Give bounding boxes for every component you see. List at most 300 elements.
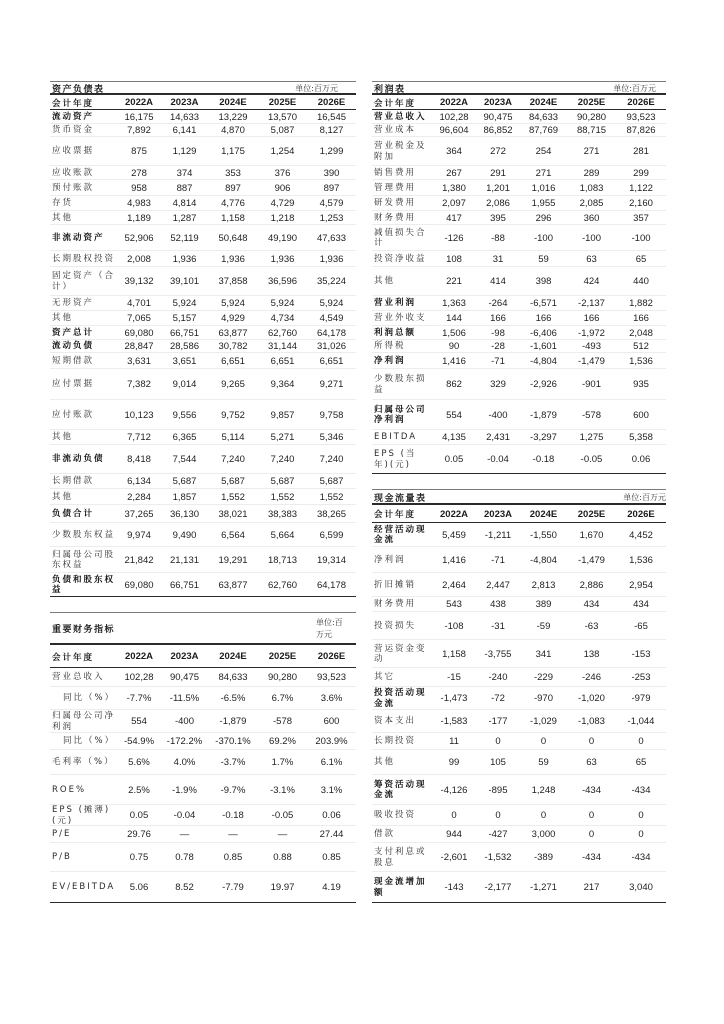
table-row (50, 137, 356, 166)
table-row (372, 196, 666, 211)
table-row (372, 668, 666, 687)
value-cell: 65 (616, 750, 666, 775)
value-cell: 38,383 (258, 505, 307, 523)
value-cell: 543 (432, 597, 476, 612)
table-row (50, 872, 356, 903)
table-row (50, 826, 356, 843)
value-cell: 9,364 (258, 369, 307, 400)
value-cell: 5,924 (258, 296, 307, 311)
value-cell: 1,158 (208, 211, 258, 225)
row-label: 其他 (372, 267, 432, 296)
value-cell: 2,048 (616, 326, 666, 340)
unit-label: 单位:百万元 (520, 81, 666, 95)
row-label: EPS (当年)(元) (372, 445, 432, 474)
row-label: 应收票据 (50, 137, 117, 166)
row-label: 借款 (372, 826, 432, 843)
value-cell: -578 (258, 710, 307, 733)
value-cell: 90,475 (161, 668, 208, 687)
table-row (50, 400, 356, 430)
value-cell: 3,631 (117, 353, 161, 369)
table-row (50, 710, 356, 733)
value-cell: 1,936 (258, 251, 307, 267)
table-row (372, 547, 666, 573)
value-cell: -434 (567, 843, 616, 872)
row-label: 支付利息或股息 (372, 843, 432, 872)
value-cell: 1,552 (258, 489, 307, 505)
value-cell: 360 (567, 211, 616, 225)
table-row (50, 124, 356, 137)
value-cell: -0.05 (258, 805, 307, 826)
value-cell: 90 (432, 340, 476, 353)
row-label: 营业总收入 (372, 110, 432, 124)
row-label: 负债和股东权益 (52, 574, 116, 595)
value-cell: -63 (567, 612, 616, 640)
table-row (372, 369, 666, 400)
value-cell: 1,552 (307, 489, 356, 505)
value-cell: 1,201 (476, 180, 520, 196)
value-cell: 341 (520, 640, 567, 668)
row-label: 同比（%） (50, 733, 117, 750)
value-cell: 84,633 (520, 110, 567, 124)
value-cell: 7,544 (161, 445, 208, 474)
value-cell: 6,141 (161, 124, 208, 137)
value-cell: 1,129 (161, 137, 208, 166)
value-cell: -1,044 (616, 710, 666, 733)
value-cell: -1,479 (567, 547, 616, 573)
value-cell: -6.5% (208, 687, 258, 710)
table-row (372, 400, 666, 430)
row-label: 其它 (372, 668, 432, 687)
value-cell: -7.7% (117, 687, 161, 710)
value-cell: 0.88 (258, 843, 307, 872)
value-cell: 5,664 (258, 523, 307, 547)
row-label: EPS (摊薄)(元) (50, 805, 117, 826)
table-row (50, 523, 356, 547)
table-row (50, 166, 356, 180)
value-cell: -434 (567, 775, 616, 805)
row-label: 其他 (372, 750, 432, 775)
value-cell: 0 (432, 805, 476, 826)
column-header-year: 2024E (520, 505, 567, 523)
table-row (50, 180, 356, 196)
value-cell: 414 (476, 267, 520, 296)
row-label: 归属母公司净利润 (52, 711, 116, 732)
value-cell: 1,670 (567, 523, 616, 547)
value-cell: 897 (208, 180, 258, 196)
value-cell: -108 (432, 612, 476, 640)
value-cell: -28 (476, 340, 520, 353)
value-cell: 1,253 (307, 211, 356, 225)
column-header-year: 2024E (208, 95, 258, 110)
value-cell: -3.7% (208, 750, 258, 775)
value-cell: 299 (616, 166, 666, 180)
value-cell: -0.18 (520, 445, 567, 474)
value-cell: 1,552 (208, 489, 258, 505)
value-cell: -253 (616, 668, 666, 687)
value-cell: 0.85 (307, 843, 356, 872)
value-cell: 2,085 (567, 196, 616, 211)
table-title: 利润表 (372, 81, 520, 95)
value-cell: -126 (432, 225, 476, 251)
value-cell: 144 (432, 311, 476, 326)
value-cell: 6,134 (117, 474, 161, 489)
row-label: 营业利润 (372, 296, 432, 311)
value-cell: 69,080 (117, 573, 161, 597)
value-cell: 1,189 (117, 211, 161, 225)
row-label: 短期借款 (50, 353, 117, 369)
value-cell: 0 (616, 805, 666, 826)
value-cell: 21,842 (117, 547, 161, 573)
value-cell: 0 (520, 805, 567, 826)
value-cell: 3,040 (616, 872, 666, 903)
table-row (372, 267, 666, 296)
value-cell: -389 (520, 843, 567, 872)
row-label: 其他 (50, 489, 117, 505)
column-header-year: 2023A (476, 505, 520, 523)
value-cell: 6.1% (307, 750, 356, 775)
value-cell: 35,224 (307, 267, 356, 296)
table-row (50, 668, 356, 687)
value-cell: 2,886 (567, 573, 616, 597)
value-cell: 62,760 (258, 573, 307, 597)
value-cell: 5,924 (307, 296, 356, 311)
value-cell: 1,158 (432, 640, 476, 668)
column-header-year: 2025E (258, 645, 307, 668)
table-row (372, 826, 666, 843)
value-cell: 4.0% (161, 750, 208, 775)
column-header-year: 2023A (161, 645, 208, 668)
value-cell: 93,523 (307, 668, 356, 687)
value-cell: 0.06 (616, 445, 666, 474)
row-label: 资产总计 (50, 326, 117, 340)
table-row (372, 137, 666, 166)
value-cell: 554 (117, 710, 161, 733)
row-label: 吸收投资 (372, 805, 432, 826)
row-label: 净利润 (372, 547, 432, 573)
value-cell: -88 (476, 225, 520, 251)
value-cell: -100 (567, 225, 616, 251)
table-row (50, 805, 356, 826)
table-row (372, 805, 666, 826)
value-cell: 203.9% (307, 733, 356, 750)
key-financial-indicators-table (50, 612, 356, 903)
value-cell: 38,265 (307, 505, 356, 523)
value-cell: 440 (616, 267, 666, 296)
table-row (372, 225, 666, 251)
value-cell: 166 (476, 311, 520, 326)
row-label: 其他 (50, 211, 117, 225)
cash-flow-statement-table (372, 489, 666, 903)
row-label: 研发费用 (372, 196, 432, 211)
value-cell: 2,160 (616, 196, 666, 211)
table-row (50, 369, 356, 400)
column-header-year: 2022A (117, 95, 161, 110)
value-cell: -31 (476, 612, 520, 640)
value-cell: 1,936 (307, 251, 356, 267)
value-cell: 5,459 (432, 523, 476, 547)
table-row (372, 573, 666, 597)
column-header-label: 会计年度 (50, 645, 117, 668)
table-row (50, 110, 356, 124)
value-cell: 0.05 (117, 805, 161, 826)
value-cell: 52,906 (117, 225, 161, 251)
value-cell: -153 (616, 640, 666, 668)
row-label: 现金流增加额 (372, 872, 432, 903)
table-row (50, 547, 356, 573)
value-cell: 6,651 (208, 353, 258, 369)
value-cell: 4,814 (161, 196, 208, 211)
value-cell: 96,604 (432, 124, 476, 137)
value-cell: -1,879 (208, 710, 258, 733)
value-cell: 3.6% (307, 687, 356, 710)
value-cell: 28,586 (161, 340, 208, 353)
value-cell: 2,086 (476, 196, 520, 211)
value-cell: -1,550 (520, 523, 567, 547)
value-cell: 64,178 (307, 326, 356, 340)
value-cell: 6,599 (307, 523, 356, 547)
value-cell: -1.9% (161, 775, 208, 805)
value-cell: -71 (476, 353, 520, 369)
value-cell: 1.7% (258, 750, 307, 775)
value-cell: 434 (616, 597, 666, 612)
value-cell: 13,229 (208, 110, 258, 124)
value-cell: 1,955 (520, 196, 567, 211)
value-cell: 0.75 (117, 843, 161, 872)
row-label: EV/EBITDA (50, 872, 117, 903)
value-cell: -59 (520, 612, 567, 640)
row-label: EBITDA (372, 430, 432, 445)
value-cell: 271 (520, 166, 567, 180)
value-cell: 66,751 (161, 573, 208, 597)
value-cell: 1,416 (432, 353, 476, 369)
value-cell: 84,633 (208, 668, 258, 687)
table-row (50, 296, 356, 311)
value-cell: 221 (432, 267, 476, 296)
value-cell: 353 (208, 166, 258, 180)
value-cell: -400 (476, 400, 520, 430)
value-cell: 1,882 (616, 296, 666, 311)
value-cell: -1,473 (432, 687, 476, 710)
value-cell: -370.1% (208, 733, 258, 750)
value-cell: -4,804 (520, 353, 567, 369)
row-label: 货币资金 (50, 124, 117, 137)
table-row (372, 775, 666, 805)
value-cell: -3,755 (476, 640, 520, 668)
table-row (50, 489, 356, 505)
table-row (50, 311, 356, 326)
value-cell: -901 (567, 369, 616, 400)
value-cell: -1,211 (476, 523, 520, 547)
value-cell: 166 (520, 311, 567, 326)
value-cell: 8,418 (117, 445, 161, 474)
table-row (372, 340, 666, 353)
value-cell: -7.79 (208, 872, 258, 903)
table-row (50, 225, 356, 251)
value-cell: -98 (476, 326, 520, 340)
value-cell: -229 (520, 668, 567, 687)
value-cell: -3.1% (258, 775, 307, 805)
row-label: 资本支出 (372, 710, 432, 733)
table-row (50, 340, 356, 353)
value-cell: 1,536 (616, 353, 666, 369)
row-label: 营业总收入 (50, 668, 117, 687)
value-cell: 5,687 (161, 474, 208, 489)
value-cell: 5,271 (258, 430, 307, 445)
value-cell: 69,080 (117, 326, 161, 340)
table-row (372, 110, 666, 124)
value-cell: 4,549 (307, 311, 356, 326)
value-cell: 39,101 (161, 267, 208, 296)
income-statement-table (372, 81, 666, 474)
value-cell: 90,280 (567, 110, 616, 124)
value-cell: 5,358 (616, 430, 666, 445)
table-row (50, 251, 356, 267)
value-cell: 7,240 (258, 445, 307, 474)
value-cell: -6,571 (520, 296, 567, 311)
value-cell: 4,701 (117, 296, 161, 311)
value-cell: 19.97 (258, 872, 307, 903)
row-label: 投资净收益 (372, 251, 432, 267)
value-cell: -1,029 (520, 710, 567, 733)
value-cell: -427 (476, 826, 520, 843)
value-cell: -54.9% (117, 733, 161, 750)
value-cell: — (161, 826, 208, 843)
value-cell: 39,132 (117, 267, 161, 296)
value-cell: 62,760 (258, 326, 307, 340)
value-cell: 5.6% (117, 750, 161, 775)
value-cell: 6,564 (208, 523, 258, 547)
value-cell: 5,087 (258, 124, 307, 137)
value-cell: 1,506 (432, 326, 476, 340)
value-cell: 217 (567, 872, 616, 903)
row-label: 减值损失合计 (372, 225, 432, 251)
value-cell: -2,177 (476, 872, 520, 903)
value-cell: -1,879 (520, 400, 567, 430)
value-cell: 63 (567, 251, 616, 267)
value-cell: -0.04 (476, 445, 520, 474)
row-label: 应付账款 (50, 400, 117, 430)
row-label: 归属母公司股东权益 (50, 547, 117, 573)
value-cell: 5.06 (117, 872, 161, 903)
value-cell: 0 (476, 733, 520, 750)
value-cell: 2,008 (117, 251, 161, 267)
value-cell: 37,858 (208, 267, 258, 296)
value-cell: 289 (567, 166, 616, 180)
table-row (372, 597, 666, 612)
value-cell: 5,114 (208, 430, 258, 445)
value-cell: 1,936 (161, 251, 208, 267)
value-cell: 59 (520, 750, 567, 775)
value-cell: 69.2% (258, 733, 307, 750)
value-cell: 398 (520, 267, 567, 296)
value-cell: 1,218 (258, 211, 307, 225)
value-cell: 36,130 (161, 505, 208, 523)
table-row (372, 687, 666, 710)
value-cell: 87,769 (520, 124, 567, 137)
value-cell: 0 (567, 805, 616, 826)
value-cell: 1,380 (432, 180, 476, 196)
value-cell: 8,127 (307, 124, 356, 137)
value-cell: 8.52 (161, 872, 208, 903)
value-cell: 2,954 (616, 573, 666, 597)
value-cell: -11.5% (161, 687, 208, 710)
value-cell: 1,275 (567, 430, 616, 445)
value-cell: 50,648 (208, 225, 258, 251)
value-cell: -1,532 (476, 843, 520, 872)
value-cell: 99 (432, 750, 476, 775)
row-label: 归属母公司净利润 (372, 400, 432, 430)
value-cell: 2,097 (432, 196, 476, 211)
row-label: 无形资产 (50, 296, 117, 311)
unit-label: 单位:百万元 (208, 81, 356, 95)
column-header-year: 2025E (567, 95, 616, 110)
value-cell: 875 (117, 137, 161, 166)
value-cell: 9,490 (161, 523, 208, 547)
row-label: 经营活动现金流 (372, 523, 432, 547)
value-cell: 66,751 (161, 326, 208, 340)
value-cell: -1,083 (567, 710, 616, 733)
value-cell: 19,314 (307, 547, 356, 573)
table-row (372, 710, 666, 733)
value-cell: -71 (476, 547, 520, 573)
value-cell: 37,265 (117, 505, 161, 523)
row-label: 存货 (50, 196, 117, 211)
table-row (372, 445, 666, 474)
value-cell: 31 (476, 251, 520, 267)
value-cell: 862 (432, 369, 476, 400)
value-cell: -1,271 (520, 872, 567, 903)
table-title-row (50, 612, 356, 645)
value-cell: 52,119 (161, 225, 208, 251)
row-label: 管理费用 (372, 180, 432, 196)
value-cell: 2,813 (520, 573, 567, 597)
table-row (372, 872, 666, 903)
value-cell: 4,983 (117, 196, 161, 211)
value-cell: 7,382 (117, 369, 161, 400)
column-header-label: 会计年度 (50, 95, 117, 110)
table-row (50, 196, 356, 211)
column-header-year: 2026E (307, 95, 356, 110)
column-header-year: 2022A (432, 95, 476, 110)
value-cell: 5,687 (307, 474, 356, 489)
row-label: 其他 (50, 311, 117, 326)
value-cell: -578 (567, 400, 616, 430)
value-cell: 108 (432, 251, 476, 267)
value-cell: 4,734 (258, 311, 307, 326)
value-cell: 5,687 (258, 474, 307, 489)
value-cell: 4,929 (208, 311, 258, 326)
value-cell: -2,137 (567, 296, 616, 311)
value-cell: 272 (476, 137, 520, 166)
value-cell: 4,579 (307, 196, 356, 211)
value-cell: 0 (567, 733, 616, 750)
value-cell: 9,556 (161, 400, 208, 430)
value-cell: 0.85 (208, 843, 258, 872)
value-cell: 935 (616, 369, 666, 400)
value-cell: 554 (432, 400, 476, 430)
value-cell: 376 (258, 166, 307, 180)
value-cell: 18,713 (258, 547, 307, 573)
value-cell: 0.78 (161, 843, 208, 872)
value-cell: 0 (567, 826, 616, 843)
table-row (50, 430, 356, 445)
value-cell: 364 (432, 137, 476, 166)
table-row (372, 430, 666, 445)
value-cell: 59 (520, 251, 567, 267)
row-label: 利润总额 (372, 326, 432, 340)
row-label: 同比（%） (50, 687, 117, 710)
value-cell: 4,135 (432, 430, 476, 445)
